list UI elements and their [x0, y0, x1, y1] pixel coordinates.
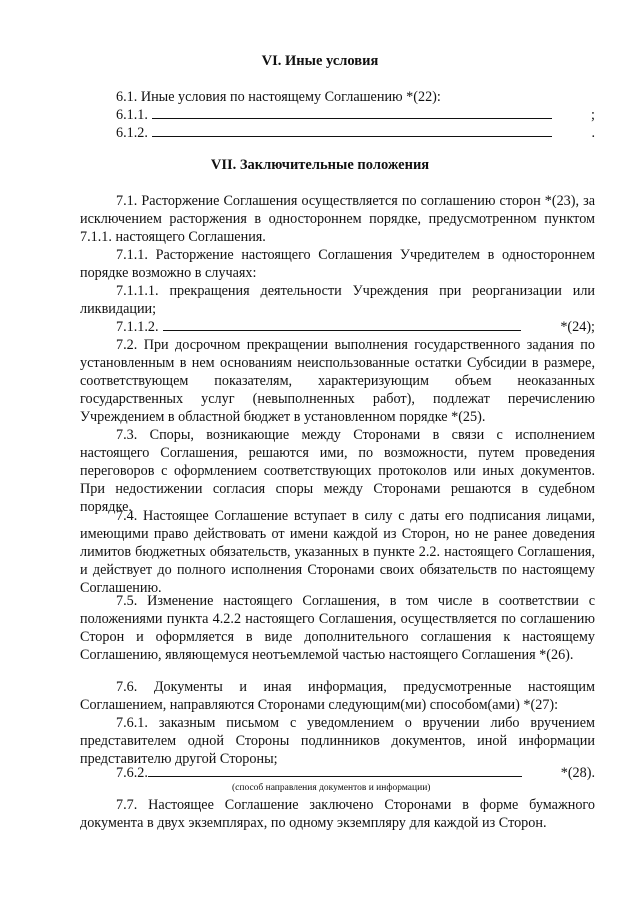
blank-line [152, 106, 552, 119]
blank-line [152, 124, 553, 137]
paragraph-6-1-2-label: 6.1.2. [116, 125, 148, 141]
section-7-heading: VII. Заключительные положения [210, 157, 430, 173]
paragraph-7-3: 7.3. Споры, возникающие между Сторонами в связи с исполнением настоящего Соглашения, решаются ими, по возможности, путем проведения переговоров с оформлением соответствующих протоколов или иных документов. При недостижении согласия споры между Сторонами решаются в судебном порядке. [80, 427, 595, 515]
section-6-heading: VI. Иные условия [261, 53, 379, 69]
paragraph-7-6-2-end: *(28). [560, 765, 595, 781]
blank-line [163, 318, 522, 331]
paragraph-7-1-1-2-label: 7.1.1.2. [116, 319, 159, 335]
blank-line [148, 764, 522, 777]
paragraph-7-6-2-label: 7.6.2. [116, 765, 148, 781]
paragraph-7-5: 7.5. Изменение настоящего Соглашения, в том числе в соответствии с положениями пункта 4.2.2 настоящего Соглашения, осуществляется по соглашению Сторон и оформляется в виде дополнительного соглашения к настоящему Соглашению, являющемуся неотъемлемой частью настоящего Соглашения *(26). [80, 593, 595, 663]
paragraph-7-1: 7.1. Расторжение Соглашения осуществляется по соглашению сторон *(23), за исключением расторжения в одностороннем порядке, предусмотренном пунктом 7.1.1. настоящего Соглашения. [80, 193, 595, 245]
blank-line-caption: (способ направления документов и информации) [232, 783, 431, 793]
paragraph-6-1: 6.1. Иные условия по настоящему Соглашению *(22): [116, 89, 441, 105]
paragraph-7-7: 7.7. Настоящее Соглашение заключено Сторонами в форме бумажного документа в двух экземплярах, по одному экземпляру для каждой из Сторон. [80, 797, 595, 831]
paragraph-7-6-1: 7.6.1. заказным письмом с уведомлением о вручении либо вручением представителем одной Стороны подлинников документов, иной информации представителю другой Стороны; [80, 715, 595, 767]
paragraph-7-6-2 [80, 764, 595, 782]
paragraph-7-4: 7.4. Настоящее Соглашение вступает в силу с даты его подписания лицами, имеющими право действовать от имени каждой из Сторон, но не ранее доведения лимитов бюджетных обязательств, указанных в пункте 2.2. настоящего Соглашения, и действует до полного исполнения Сторонами своих обязательств по настоящему Соглашению. [80, 508, 595, 596]
paragraph-7-1-1: 7.1.1. Расторжение настоящего Соглашения Учредителем в одностороннем порядке возможно в случаях: [80, 247, 595, 281]
paragraph-6-1-1 [80, 106, 595, 124]
paragraph-6-1-2-end: . [591, 125, 595, 141]
paragraph-6-1-1-label: 6.1.1. [116, 107, 148, 123]
paragraph-6-1-1-end: ; [591, 107, 595, 123]
paragraph-7-1-1-2 [80, 318, 595, 336]
paragraph-6-1-2 [80, 124, 595, 142]
paragraph-7-1-1-2-end: *(24); [560, 319, 595, 335]
paragraph-7-6: 7.6. Документы и иная информация, предусмотренные настоящим Соглашением, направляются Сторонами следующим(ми) способом(ами) *(27): [80, 679, 595, 713]
paragraph-7-1-1-1: 7.1.1.1. прекращения деятельности Учреждения при реорганизации или ликвидации; [80, 283, 595, 317]
paragraph-7-2: 7.2. При досрочном прекращении выполнения государственного задания по установленным в нем основаниям неиспользованные остатки Субсидии в размере, соответствующем показателям, характеризующим объем неоказанных государственных услуг (невыполненных работ), подлежат перечислению Учреждением в областной бюджет в установленном порядке *(25). [80, 337, 595, 425]
